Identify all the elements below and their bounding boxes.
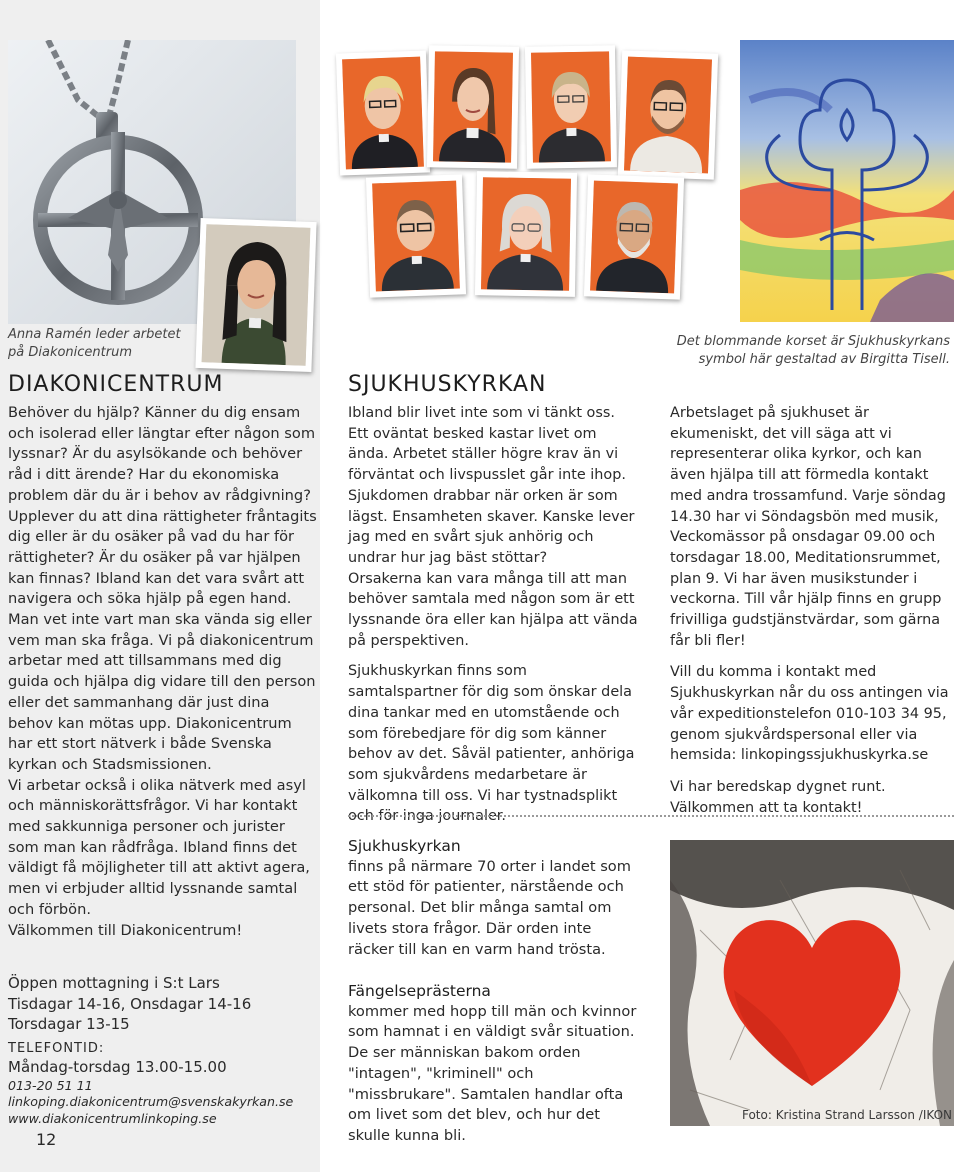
right-column-body [670, 403, 955, 818]
blooming-cross-artwork [740, 40, 954, 322]
body-paragraph: Behöver du hjälp? Känner du dig ensam och isolerad eller längtar efter någon som lyssnar? Är du asylsökande och behöver råd i ditt ärende? Har du ekonomiska problem där du är i behov av rådgivning? Upplever du att dina rättigheter fråntagits dig eller är du osäker på vad du har för rättigheter? Är du osäker på var hjälpen kan finnas? Ibland kan det vara svårt att navigera och söka hjälp på egen hand. Man vet inte vart man ska vända sig eller vem man ska fråga. Vi på diakonicentrum arbetar med att tillsammans med dig guida och hjälpa dig vidare till den person eller det sammanhang där just dina behov kan mötas upp. Diakonicentrum har ett stort nätverk i både Svenska kyrkan och Stadsmissionen. [8, 404, 317, 773]
body-paragraph: Vi har beredskap dygnet runt. Välkommen att ta kontakt! [670, 778, 886, 816]
staff-portrait [584, 174, 684, 299]
email-link[interactable]: linkoping.diakonicentrum@svenskakyrkan.se [8, 1094, 294, 1110]
cross-artwork-caption [600, 333, 950, 369]
staff-portrait [525, 45, 617, 169]
website-link[interactable]: www.diakonicentrumlinkoping.se [8, 1110, 217, 1126]
caption-line: Det blommande korset är Sjukhuskyrkans [676, 334, 950, 349]
body-paragraph: Orsakerna kan vara många till att man behöver samtala med någon som är ett lyssnande öra eller kan hjälpa att vända på perspektiven. [348, 570, 638, 649]
body-paragraph: Välkommen till Diakonicentrum! [8, 921, 243, 939]
staff-portrait [336, 50, 430, 175]
anna-ramen-photo [195, 218, 316, 372]
staff-portrait [475, 171, 577, 297]
body-paragraph: Vill du komma i kontakt med Sjukhuskyrkan når du oss antingen via vår expeditionstelefon 010-103 34 95, genom sjukvårdspersonal eller via hemsida: linkopingssjukhuskyrka.se [670, 664, 949, 764]
body-paragraph: Ibland blir livet inte som vi tänkt oss. Ett oväntat besked kastar livet om ända. Arbetet ställer högre krav än vi förväntat och livspusslet går inte ihop. Sjukdomen drabbar när orken är som lägst. Ensamheten skaver. Kanske lever jag med en svårt sjuk anhörig och undrar hur jag bäst stöttar? [348, 405, 635, 566]
subsection-title: Sjukhuskyrkan [348, 837, 461, 855]
phone-hours: Måndag-torsdag 13.00-15.00 [8, 1058, 227, 1077]
body-paragraph: Arbetslaget på sjukhuset är ekumeniskt, det vill säga att vi representerar olika kyrkor, och kan även hjälpa till att förmedla kontakt med andra trossamfund. Varje söndag 14.30 har vi Söndagsbön med musik, Veckomässor på onsdagar 09.00 och torsdagar 18.00, Meditationsrummet, plan 9. Vi har även musikstunder i veckorna. Till vår hjälp finns en grupp frivilliga gudstjänstvärdar, som gärna får bli fler! [670, 405, 946, 649]
sjukhuskyrkan-subsection [348, 836, 638, 960]
phone-number: 013-20 51 11 [8, 1077, 93, 1093]
anna-photo-caption [8, 326, 198, 362]
fangelseprasterna-subsection [348, 981, 638, 1147]
diakonicentrum-contact [8, 973, 318, 1127]
diakonicentrum-body [8, 403, 318, 941]
body-paragraph: Vi arbetar också i olika nätverk med asyl och människorättsfrågor. Vi har kontakt med sakkunniga personer och jurister som man kan rådfråga. Ibland finns det väldigt få möjligheter till att aktivt agera, men vi erbjuder alltid lyssnande samtal och förbön. [8, 776, 310, 918]
staff-portrait [618, 50, 718, 179]
diakonicentrum-heading: DIAKONICENTRUM [8, 372, 224, 397]
staff-portrait [427, 45, 519, 169]
subsection-text: finns på närmare 70 orter i landet som ett stöd för patienter, närstående och personal. Det blir många samtal om livets stora frågor. Där orden inte räcker till kan en varm hand trösta. [348, 857, 631, 958]
caption-line: symbol här gestaltad av Birgitta Tisell. [698, 352, 950, 367]
staff-portrait [366, 174, 466, 297]
sjukhuskyrkan-heading: SJUKHUSKYRKAN [348, 372, 547, 397]
sjukhuskyrkan-body [348, 403, 638, 827]
photo-credit: Foto: Kristina Strand Larsson /IKON [741, 1108, 952, 1122]
caption-line: Anna Ramén leder arbetet [8, 327, 181, 342]
subsection-title: Fängelseprästerna [348, 982, 491, 1000]
page-number: 12 [36, 1130, 57, 1149]
phone-hours-label: TELEFONTID: [8, 1041, 105, 1057]
opening-hours: Tisdagar 14-16, Onsdagar 14-16 [8, 994, 252, 1013]
opening-line: Öppen mottagning i S:t Lars [8, 974, 220, 992]
subsection-text: kommer med hopp till män och kvinnor som hamnat i en väldigt svår situation. De ser människan bakom orden "intagen", "kriminell" och "missbrukare". Samtalen handlar ofta om livet som det blev, och hur det skulle kunna bli. [348, 1002, 637, 1144]
caption-line: på Diakonicentrum [8, 345, 133, 360]
heart-photo [670, 840, 954, 1126]
opening-hours: Torsdagar 13-15 [8, 1015, 130, 1034]
body-paragraph: Sjukhuskyrkan finns som samtalspartner för dig som önskar dela dina tankar med en utomstående och som förebedjare för dig som känner behov av det. Såväl patienter, anhöriga som sjukvårdens medarbetare är välkomna till oss. Vi har tystnadsplikt och för inga journaler. [348, 663, 635, 825]
